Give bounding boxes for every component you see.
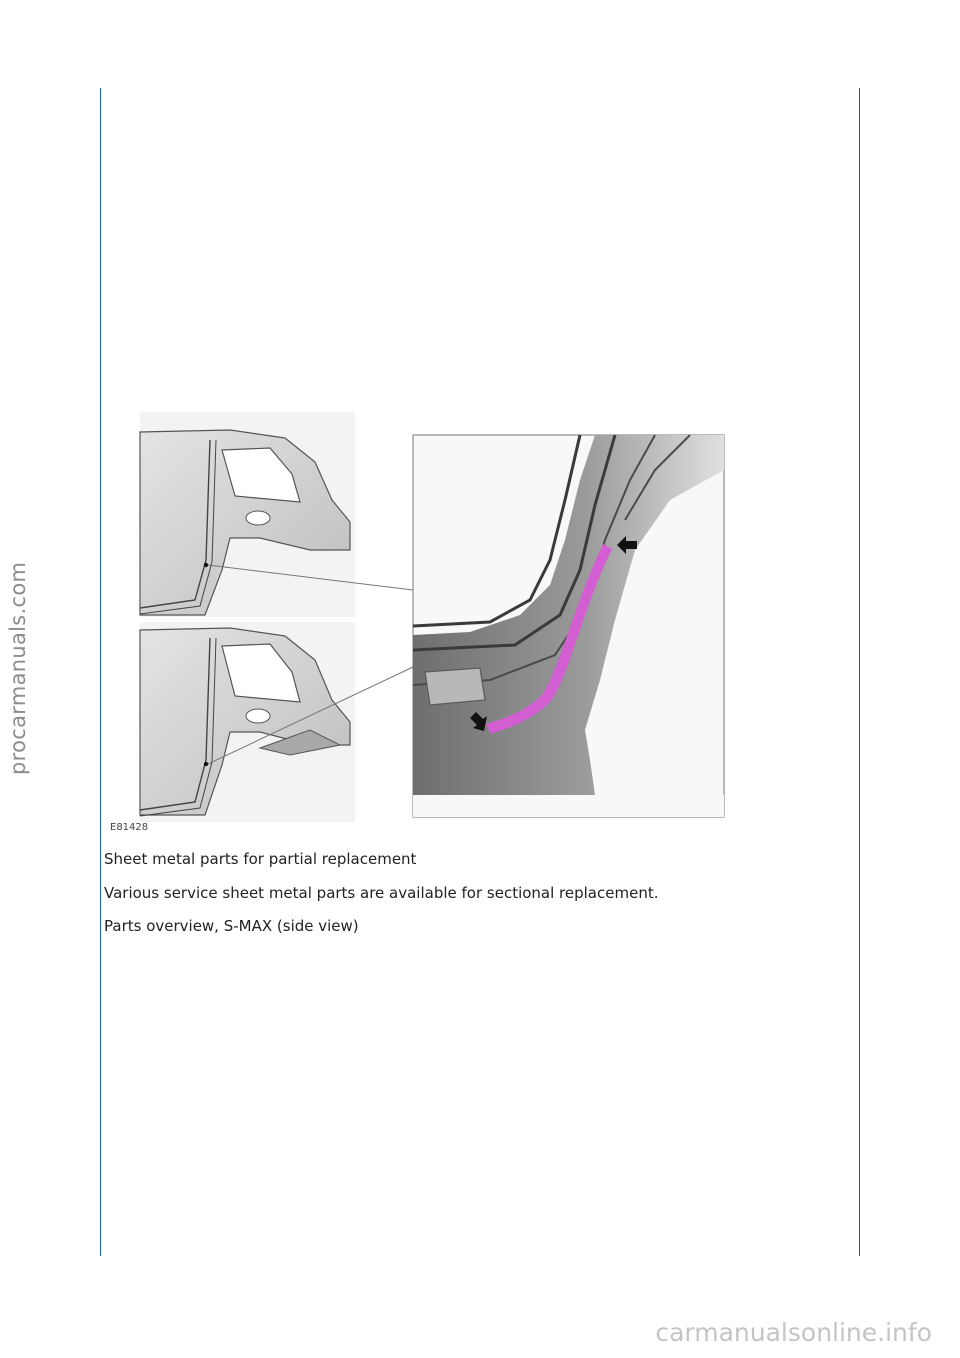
side-watermark: procarmanuals.com [6,561,30,775]
side-panel-bottom [140,622,355,822]
figure-code: E81428 [110,822,149,833]
detail-view [413,435,724,817]
left-margin-rule [100,88,101,1256]
bottom-watermark: carmanualsonline.info [655,1318,932,1347]
section-heading: Sheet metal parts for partial replacement [104,850,417,868]
figure-caption: Parts overview, S-MAX (side view) [104,917,359,935]
right-margin-rule [859,88,860,1256]
parts-figure [110,410,730,835]
side-panel-top [140,412,355,617]
figure-illustration [110,410,730,835]
body-paragraph: Various service sheet metal parts are available for sectional replacement. [104,884,659,902]
